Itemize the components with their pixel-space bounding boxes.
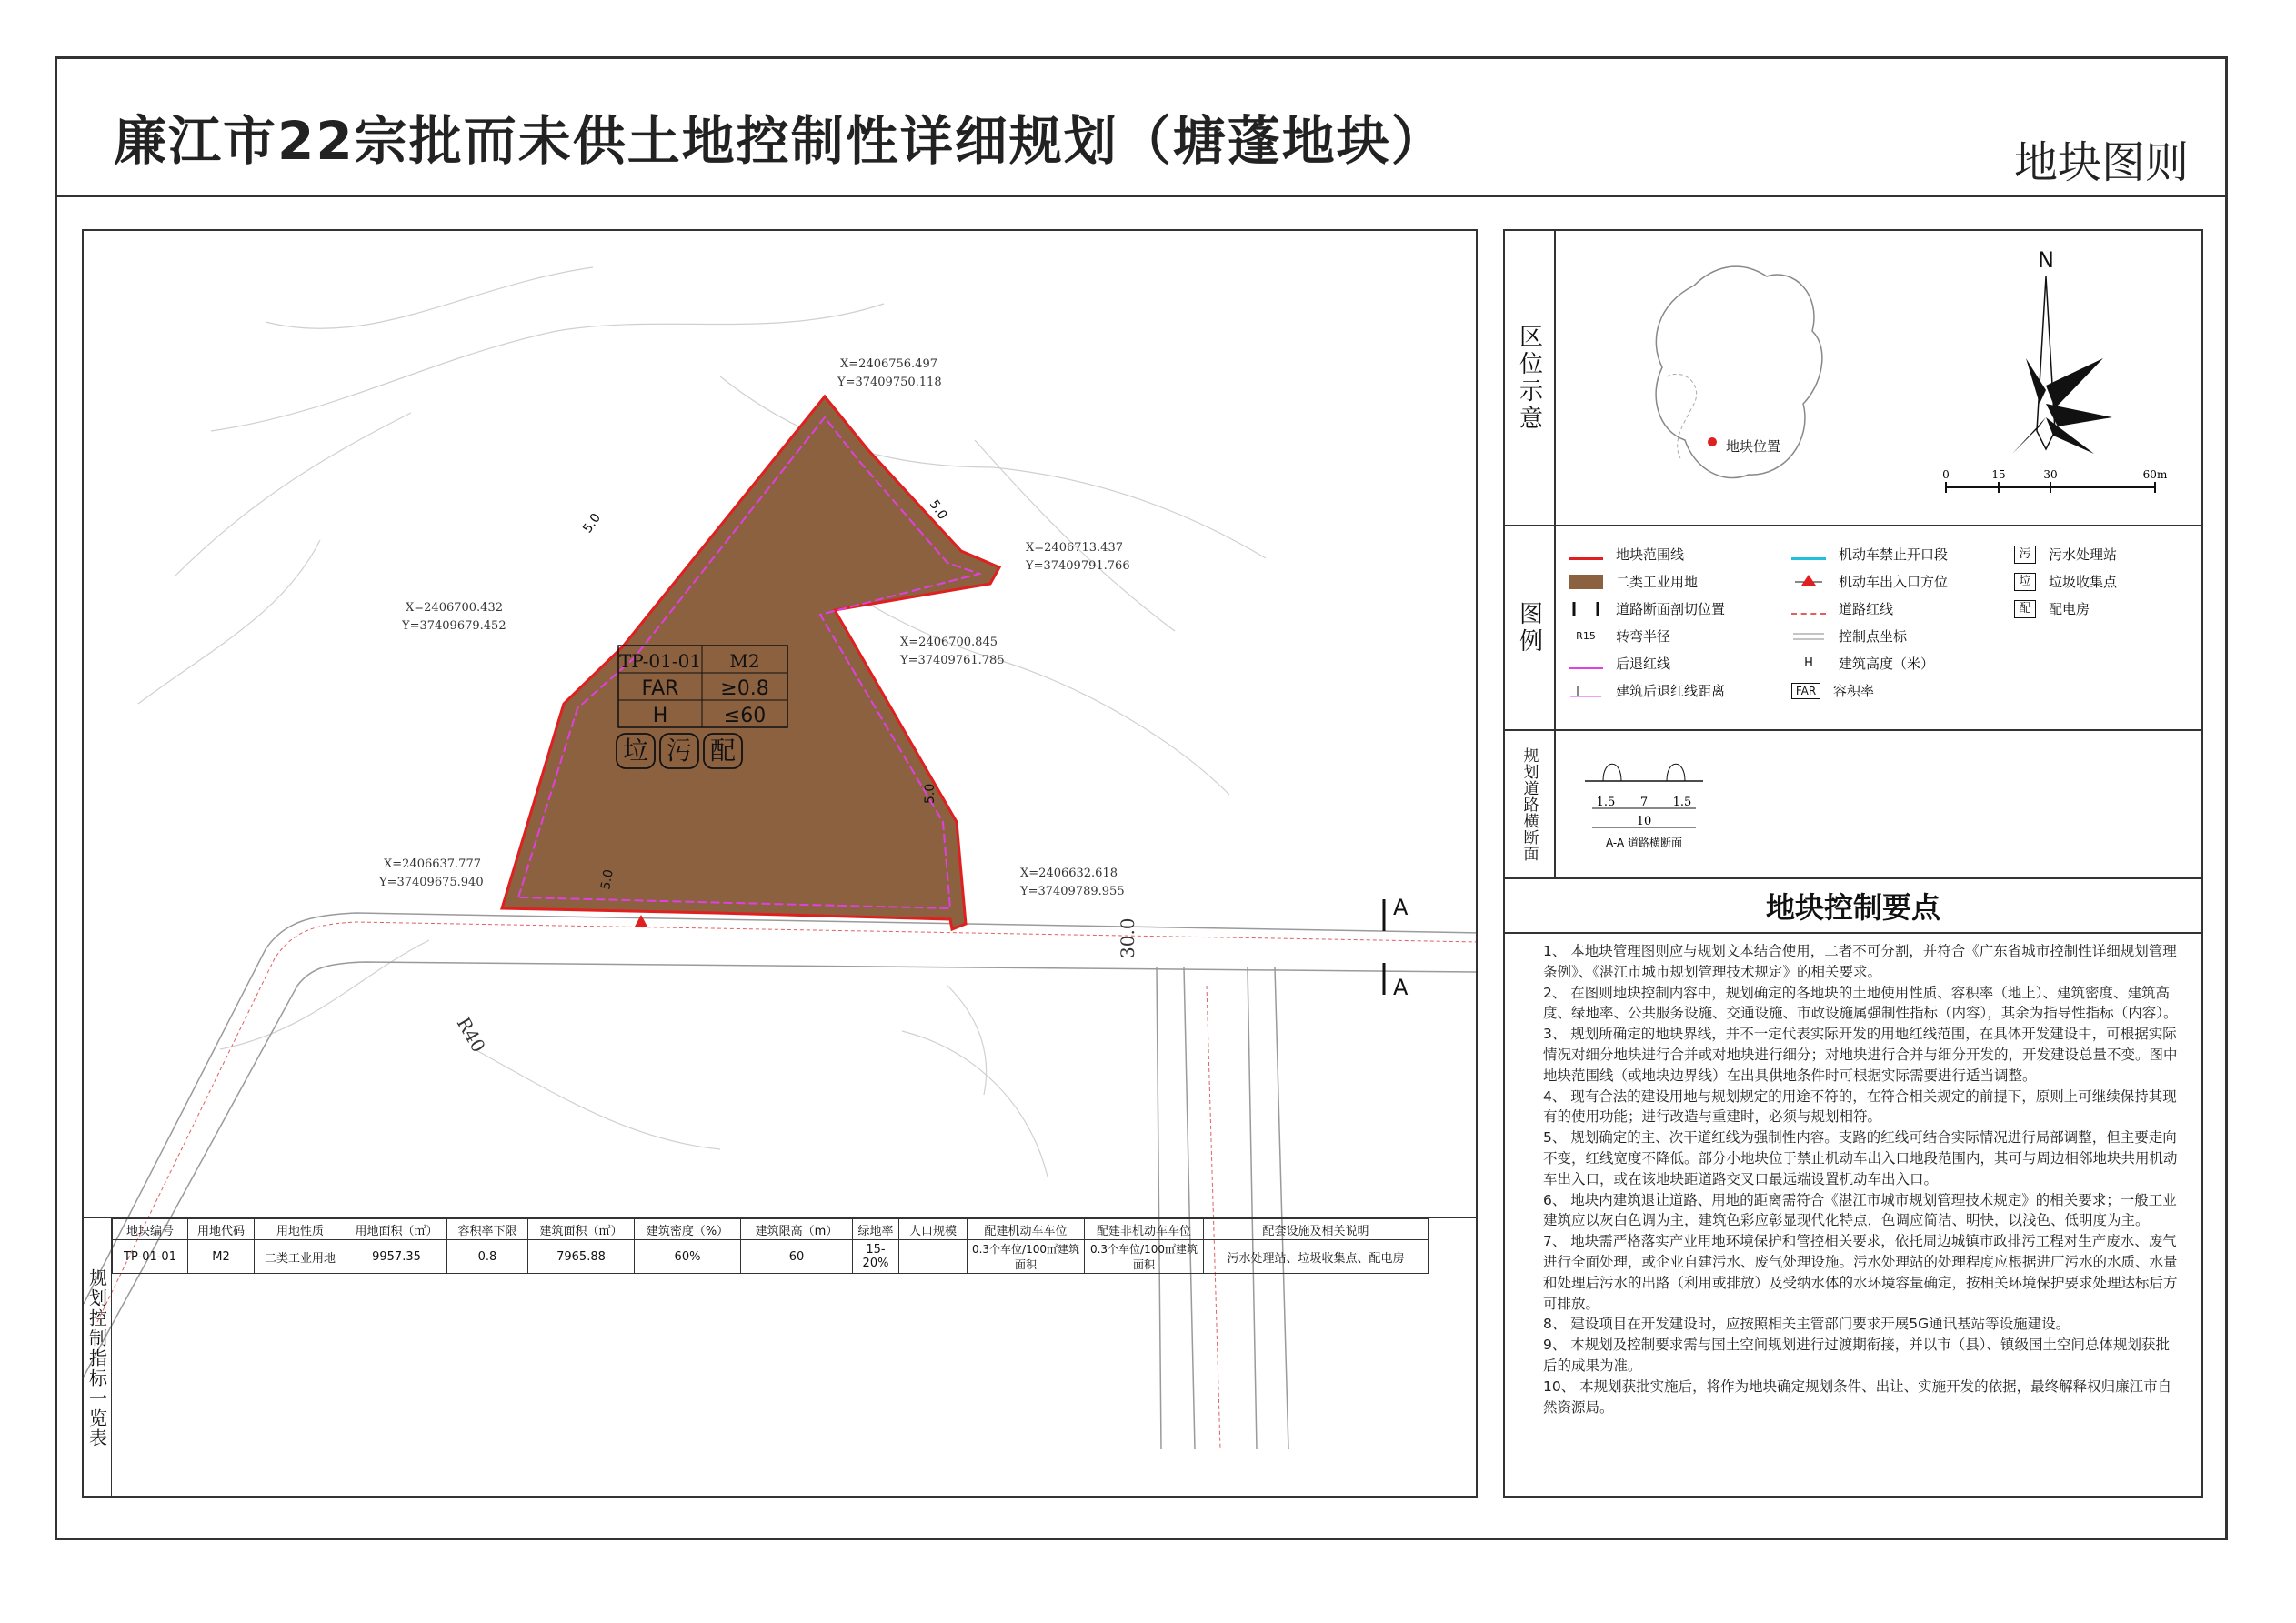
coord-y-2: Y=37409791.766 [1026, 559, 1130, 573]
h-icon: H [1804, 656, 1813, 670]
coord-x-4: X=2406700.845 [900, 636, 998, 649]
header-divider [55, 195, 2228, 197]
sewage-icon: 污 [2014, 546, 2036, 564]
height-label: H [652, 705, 668, 727]
road-width-label: 30.0 [1117, 917, 1138, 958]
road-section [1505, 731, 2201, 879]
radius-icon: R15 [1576, 629, 1596, 642]
requirements-title: 地块控制要点 [1505, 879, 2201, 934]
col-header: 配建机动车车位 [968, 1219, 1085, 1240]
requirement-item: 5、 规划确定的主、次干道红线为强制性内容。支路的红线可结合实际情况进行局部调整，但主要走向不变，红线宽度不降低。部分小地块位于禁止机动车出入口地段范围内，其可与周边相邻地块共用机动车出入口，或在该地块距道路交叉口最远端设置机动车出入口。 [1543, 1129, 2178, 1187]
setback-icon [1569, 684, 1603, 698]
legend-item: 配 配电房 [2014, 599, 2090, 618]
far-icon: FAR [1791, 683, 1820, 699]
far-label: FAR [641, 677, 679, 700]
height-value: ≤60 [723, 705, 767, 727]
requirement-item: 7、 地块需严格落实产业用地环境保护和管控相关要求，依托周边城镇市政排污工程对生产废水、废气进行全面处理，或企业自建污水、废气处理设施。污水处理站的处理程度应根据进厂污水的水质、水量和处理后污水的出路（利用或排放）及受纳水体的水环境容量确定，按相关环境保护要求处理达标后方可排放。 [1543, 1233, 2178, 1312]
section-cut-icon [1569, 602, 1603, 616]
setback-label: 5.0 [923, 783, 937, 804]
location-label: 区位示意 [1505, 231, 1556, 525]
power-icon: 配 [2014, 600, 2036, 618]
setback-label: 5.0 [926, 497, 950, 523]
location-marker-text: 地块位置 [1726, 438, 1781, 455]
requirement-item: 8、 建设项目在开发建设时，应按照相关主管部门要求开展5G通讯基站等设施建设。 [1543, 1316, 2070, 1333]
coordinate-icon [1791, 629, 1826, 644]
col-header: 建筑面积（㎡） [528, 1219, 635, 1240]
coord-x-1: X=2406756.497 [840, 357, 937, 371]
requirement-item: 6、 地块内建筑退让道路、用地的距离需符合《湛江市城市规划管理技术规定》的相关要求；一般工业建筑应以灰白色调为主，建筑色彩应彰显现代化特点，色调应简洁、明快，以浅色、低明度为主。 [1543, 1191, 2177, 1229]
sewage-icon: 污 [666, 736, 693, 766]
location-section [1505, 231, 2201, 526]
section-marker-top: A [1393, 895, 1409, 920]
section-caption: A-A 道路横断面 [1605, 837, 1683, 849]
requirement-item: 9、 本规划及控制要求需与国土空间规划进行过渡期衔接，并以市（县）、镇级国土空间总体规划获批后的成果为准。 [1543, 1337, 2171, 1374]
coord-y-3: Y=37409679.452 [402, 619, 506, 633]
magenta-line-icon [1569, 658, 1603, 669]
scale-tick: 60m [2142, 468, 2168, 481]
coord-x-5: X=2406637.777 [384, 857, 481, 871]
section-dim-right: 1.5 [1672, 796, 1692, 809]
brown-fill-icon [1569, 575, 1603, 589]
table-row: TP-01-01 M2 二类工业用地 9957.35 0.8 7965.88 60% 60 15-20% —— 0.3个车位/100㎡建筑面积 0.3个车位/100㎡建筑面积 污水处理站、垃圾收集点、配电房 [113, 1240, 1429, 1274]
legend-label: 图例 [1505, 526, 1556, 729]
scale-tick: 15 [1991, 468, 2006, 481]
requirement-item: 1、 本地块管理图则应与规划文本结合使用，二者不可分割，并符合《广东省城市控制性详细规划管理条例》、《湛江市城市规划管理技术规定》的相关要求。 [1543, 943, 2177, 980]
legend-item: R15 转弯半径 [1569, 626, 1670, 646]
section-dim-center: 7 [1639, 796, 1649, 809]
legend-item: 道路断面剖切位置 [1569, 599, 1725, 618]
legend-item: FAR 容积率 [1791, 681, 1874, 700]
col-header: 用地性质 [255, 1219, 346, 1240]
plot-land-use: M2 [729, 650, 760, 672]
requirement-item: 10、 本规划获批实施后，将作为地块确定规划条件、出让、实施开发的依据，最终解释权归廉江市自然资源局。 [1543, 1378, 2172, 1416]
far-value: ≥0.8 [720, 677, 769, 700]
road-cross-section-diagram [1567, 731, 1749, 877]
col-header: 容积率下限 [447, 1219, 528, 1240]
red-triangle-icon [1791, 575, 1826, 589]
coord-y-1: Y=37409750.118 [837, 376, 942, 389]
coord-x-6: X=2406632.618 [1020, 867, 1118, 880]
legend-item: 机动车禁止开口段 [1791, 545, 1948, 564]
legend-section [1505, 526, 2201, 731]
road-section-label: 规划道路横断面 [1505, 731, 1556, 877]
col-header: 建筑限高（m） [741, 1219, 853, 1240]
col-header: 配套设施及相关说明 [1204, 1219, 1429, 1240]
col-header: 用地面积（㎡） [346, 1219, 447, 1240]
legend-item: 污 污水处理站 [2014, 545, 2117, 564]
north-arrow-icon [2012, 276, 2112, 454]
plot-code: TP-01-01 [618, 650, 702, 672]
col-header: 人口规模 [899, 1219, 968, 1240]
cyan-line-icon [1791, 548, 1826, 560]
legend-item: 控制点坐标 [1791, 626, 1907, 646]
legend-item: 后退红线 [1569, 654, 1670, 673]
legend-item: 二类工业用地 [1569, 572, 1698, 591]
setback-label: 5.0 [598, 867, 617, 891]
section-marker-bottom: A [1393, 975, 1409, 1000]
setback-label: 5.0 [580, 510, 605, 536]
legend-item: H 建筑高度（米） [1791, 654, 1934, 673]
requirement-item: 2、 在图则地块控制内容中，规划确定的各地块的土地使用性质、容积率（地上）、建筑密度、建筑高度、绿地率、公共服务设施、交通设施、市政设施属强制性指标（内容），其余为指导性指标（内容）。 [1543, 984, 2178, 1022]
col-header: 用地代码 [188, 1219, 255, 1240]
requirements-list [1543, 941, 2180, 1418]
right-panel [1503, 229, 2203, 1498]
coord-y-6: Y=37409789.955 [1020, 885, 1125, 898]
coord-y-4: Y=37409761.785 [900, 654, 1005, 667]
coord-x-2: X=2406713.437 [1026, 541, 1123, 555]
section-dim-left: 1.5 [1596, 796, 1616, 809]
location-map [1558, 231, 2205, 522]
requirement-item: 4、 现有合法的建设用地与规划规定的用途不符的，在符合相关规定的前提下，原则上可继续保持其现有的使用功能；进行改造与重建时，必须与规划相符。 [1543, 1087, 2177, 1126]
col-header: 绿地率 [853, 1219, 899, 1240]
indicator-grid [112, 1218, 1429, 1274]
turn-radius-label: R40 [452, 1013, 490, 1057]
red-line-icon [1569, 548, 1603, 560]
legend-item: 建筑后退红线距离 [1569, 681, 1725, 700]
north-arrow-label: N [2038, 247, 2054, 273]
legend-item: 垃 垃圾收集点 [2014, 572, 2117, 591]
drawing-type-label: 地块图则 [2014, 137, 2190, 188]
indicator-table [84, 1217, 1477, 1498]
vehicle-entrance-marker [635, 915, 647, 927]
section-dim-total: 10 [1636, 815, 1652, 828]
scale-tick: 0 [1942, 468, 1950, 481]
garbage-icon: 垃 [622, 736, 649, 766]
power-icon: 配 [709, 736, 737, 766]
site-location-dot [1708, 437, 1717, 446]
page-title: 廉江市22宗批而未供土地控制性详细规划（塘蓬地块） [114, 110, 1446, 172]
legend-item: 道路红线 [1791, 599, 1893, 618]
road-red-line-icon [1791, 604, 1826, 615]
legend-item: 地块范围线 [1569, 545, 1684, 564]
table-side-label: 规划控制指标一览表 [84, 1218, 112, 1498]
coord-x-3: X=2406700.432 [406, 601, 503, 615]
legend-item: 机动车出入口方位 [1791, 572, 1948, 591]
requirement-item: 3、 规划所确定的地块界线，并不一定代表实际开发的用地红线范围，在具体开发建设中，可根据实际情况对细分地块进行合并或对地块进行细分；对地块进行合并与细分开发的，开发建设总量不变。图中地块范围线（或地块边界线）在出具供地条件时可根据实际需要进行适当调整。 [1543, 1026, 2178, 1084]
garbage-icon: 垃 [2014, 573, 2036, 591]
col-header: 配建非机动车车位 [1085, 1219, 1204, 1240]
col-header: 建筑密度（%） [635, 1219, 741, 1240]
requirements-section [1505, 879, 2201, 1498]
coord-y-5: Y=37409675.940 [379, 876, 484, 889]
scale-tick: 30 [2043, 468, 2058, 481]
col-header: 地块编号 [113, 1219, 188, 1240]
